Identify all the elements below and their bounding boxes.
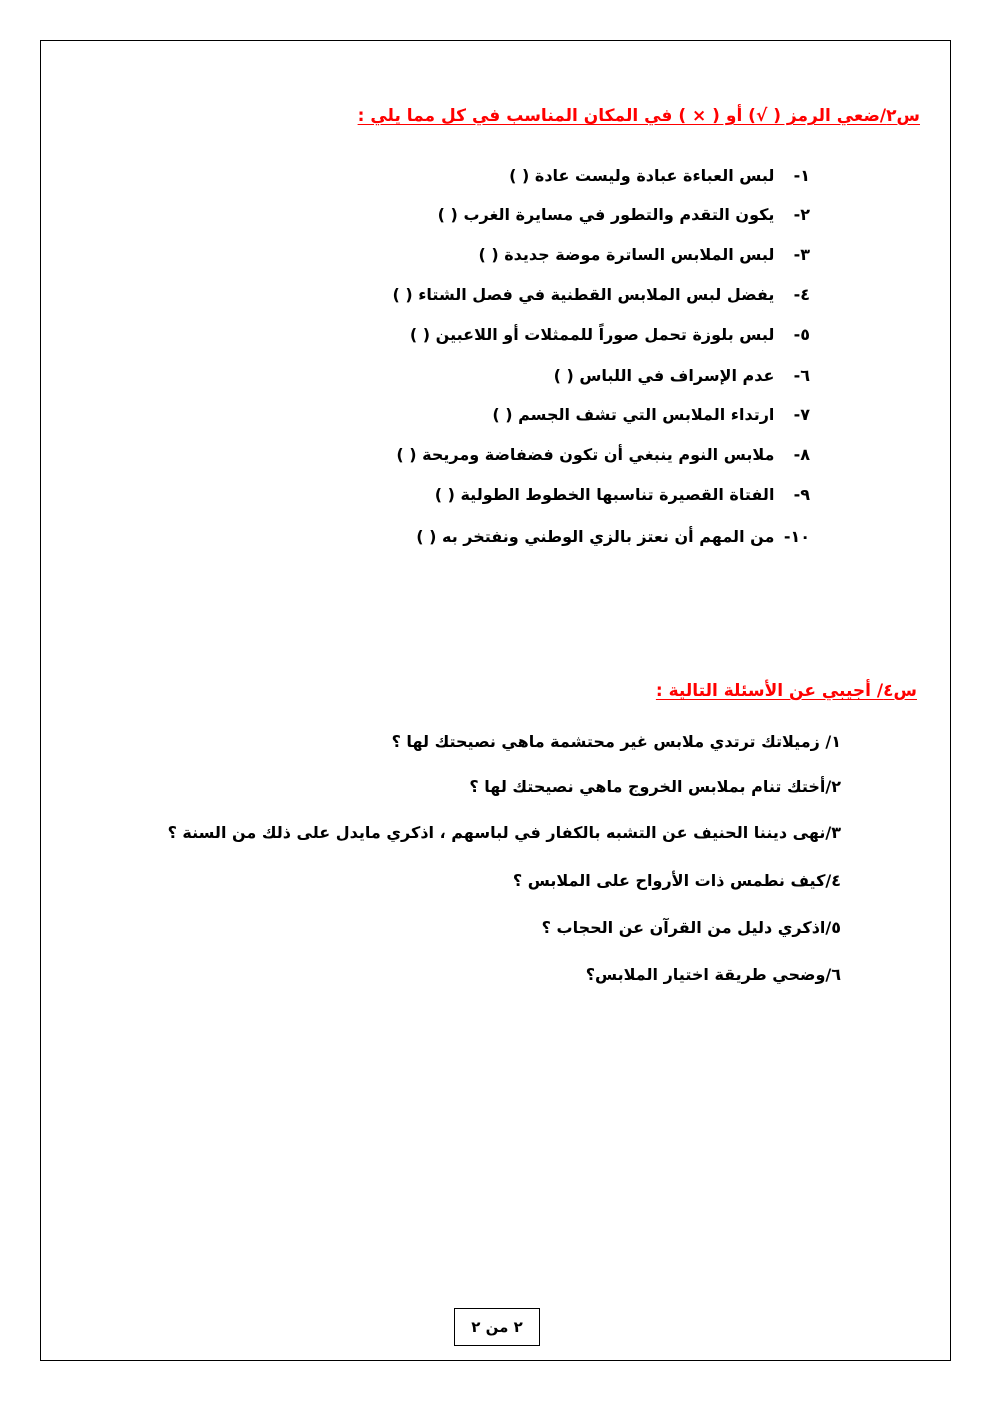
- q2-item-7: ٧- ارتداء الملابس التي تشف الجسم ( ): [492, 405, 810, 424]
- page-number: ٢ من ٢: [454, 1308, 540, 1346]
- q4-item-3: ٣/نهى ديننا الحنيف عن التشبه بالكفار في لباسهم ، اذكري مايدل على ذلك من السنة ؟: [167, 823, 841, 842]
- q2-item-4: ٤- يفضل لبس الملابس القطنية في فصل الشتاء ( ): [392, 285, 810, 304]
- q2-item-3: ٣- لبس الملابس الساترة موضة جديدة ( ): [478, 245, 810, 264]
- q2-item-9: ٩- الفتاة القصيرة تناسبها الخطوط الطولية ( ): [434, 485, 810, 504]
- q4-item-6: ٦/وضحي طريقة اختيار الملابس؟: [585, 965, 841, 984]
- q2-item-1: ١- لبس العباءة عبادة وليست عادة ( ): [509, 166, 810, 185]
- q2-item-2: ٢- يكون التقدم والتطور في مسايرة الغرب ( ): [437, 205, 810, 224]
- q2-item-8: ٨- ملابس النوم ينبغي أن تكون فضفاضة ومريحة ( ): [396, 445, 810, 464]
- question-2-heading: س٢/ضعي الرمز ( √) أو ( × ) في المكان المناسب في كل مما يلي :: [357, 106, 920, 126]
- q4-item-4: ٤/كيف نطمس ذات الأرواح على الملابس ؟: [512, 871, 841, 890]
- q4-item-1: ١/ زميلاتك ترتدي ملابس غير محتشمة ماهي نصيحتك لها ؟: [391, 732, 841, 751]
- q4-item-2: ٢/أختك تنام بملابس الخروج ماهي نصيحتك لها ؟: [469, 777, 841, 796]
- q2-item-6: ٦- عدم الإسراف في اللباس ( ): [553, 366, 810, 385]
- q2-item-5: ٥- لبس بلوزة تحمل صوراً للممثلات أو اللاعبين ( ): [409, 325, 810, 344]
- q2-item-10: ١٠- من المهم أن نعتز بالزي الوطني ونفتخر به ( ): [416, 527, 810, 546]
- q4-item-5: ٥/اذكري دليل من القرآن عن الحجاب ؟: [541, 918, 841, 937]
- question-4-heading: س٤/ أجيبي عن الأسئلة التالية :: [655, 681, 917, 701]
